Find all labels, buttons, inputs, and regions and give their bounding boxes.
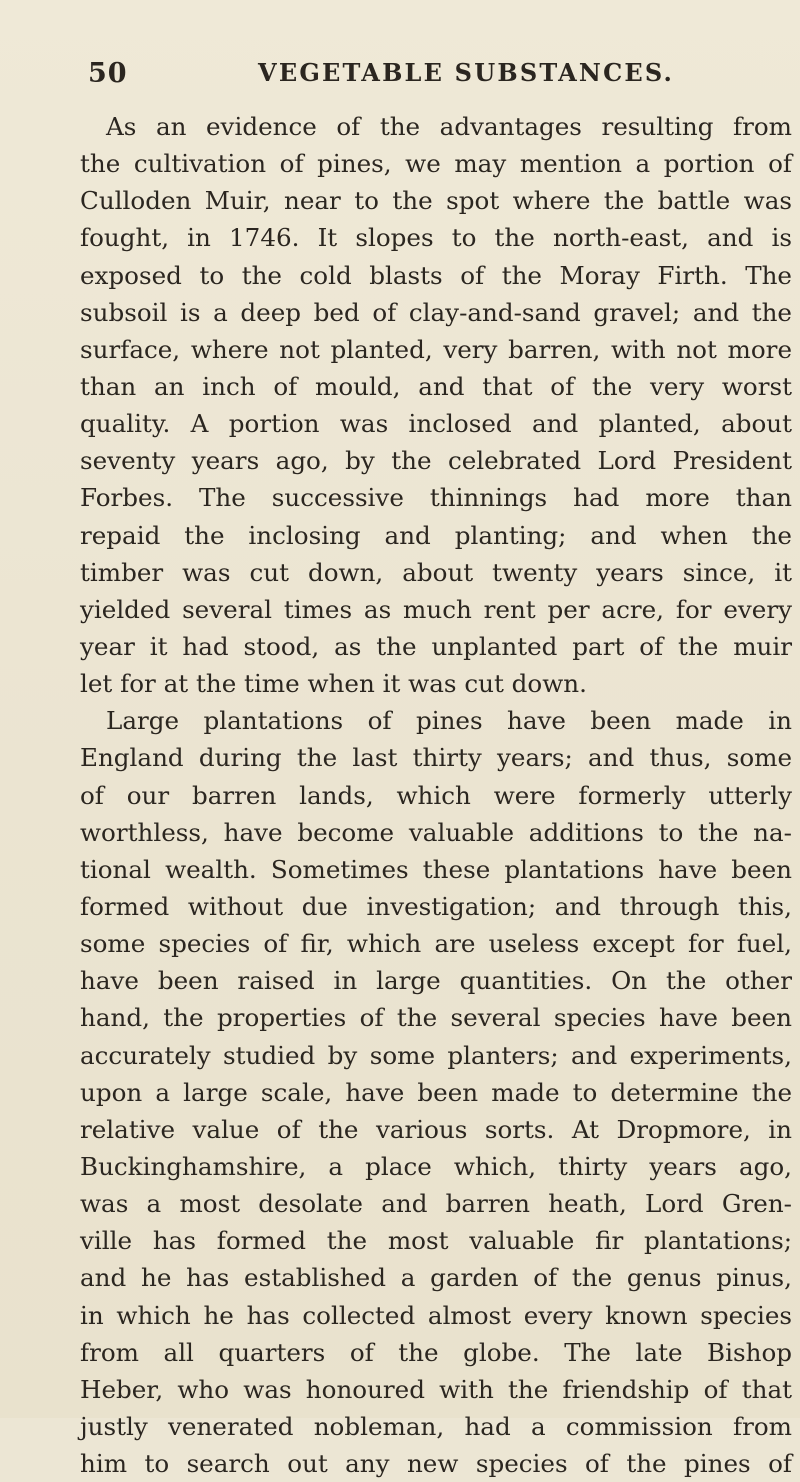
- text-line: upon a large scale, have been made to determine the: [80, 1077, 792, 1107]
- text-line: repaid the inclosing and planting; and when the: [80, 520, 792, 550]
- text-line: ville has formed the most valuable fir plantations;: [80, 1226, 792, 1256]
- text-line: some species of fir, which are useless except for fuel,: [80, 929, 792, 959]
- text-line: the cultivation of pines, we may mention a portion of: [80, 149, 792, 179]
- text-line: worthless, have become valuable additions to the na-: [80, 817, 792, 847]
- text-line: subsoil is a deep bed of clay-and-sand gravel; and the: [80, 297, 792, 327]
- text-line: quality. A portion was inclosed and planted, about: [80, 409, 792, 439]
- text-line: Buckinghamshire, a place which, thirty years ago,: [80, 1151, 792, 1181]
- text-line: England during the last thirty years; and thus, some: [80, 743, 792, 773]
- page-number: 50: [88, 58, 128, 89]
- text-line: justly venerated nobleman, had a commission from: [80, 1411, 792, 1441]
- text-line: of our barren lands, which were formerly utterly: [80, 780, 792, 810]
- text-line: hand, the properties of the several species have been: [80, 1003, 792, 1033]
- text-line: from all quarters of the globe. The late Bishop: [80, 1337, 792, 1367]
- text-line: yielded several times as much rent per acre, for every: [80, 594, 792, 624]
- text-line: in which he has collected almost every known species: [80, 1300, 792, 1330]
- body-text: [80, 108, 792, 1482]
- text-line: fought, in 1746. It slopes to the north-east, and is: [80, 223, 792, 253]
- text-line: As an evidence of the advantages resulting from: [106, 112, 792, 141]
- running-head: [88, 58, 748, 88]
- text-line: Forbes. The successive thinnings had more than: [80, 483, 792, 513]
- text-line: exposed to the cold blasts of the Moray Firth. The: [80, 260, 792, 290]
- text-line: him to search out any new species of the pines of: [80, 1449, 792, 1479]
- text-line: have been raised in large quantities. On the other: [80, 966, 792, 996]
- text-line: Large plantations of pines have been made in: [106, 706, 792, 736]
- text-line: accurately studied by some planters; and experiments,: [80, 1040, 792, 1070]
- text-line: year it had stood, as the unplanted part of the muir: [80, 631, 792, 661]
- text-line: Culloden Muir, near to the spot where the battle was: [80, 186, 792, 216]
- text-line: formed without due investigation; and through this,: [80, 891, 792, 921]
- text-line: was a most desolate and barren heath, Lord Gren-: [80, 1189, 792, 1219]
- text-line: seventy years ago, by the celebrated Lord President: [80, 446, 792, 476]
- text-line: let for at the time when it was cut down.: [80, 669, 587, 699]
- text-line: and he has established a garden of the genus pinus,: [80, 1263, 792, 1293]
- running-title: VEGETABLE SUBSTANCES.: [258, 58, 675, 87]
- text-line: relative value of the various sorts. At Dropmore, in: [80, 1114, 792, 1144]
- text-line: surface, where not planted, very barren, with not more: [80, 334, 792, 364]
- text-line: tional wealth. Sometimes these plantations have been: [80, 854, 792, 884]
- text-line: timber was cut down, about twenty years since, it: [80, 557, 792, 587]
- text-line: Heber, who was honoured with the friendship of that: [80, 1374, 792, 1404]
- text-line: than an inch of mould, and that of the very worst: [80, 371, 792, 401]
